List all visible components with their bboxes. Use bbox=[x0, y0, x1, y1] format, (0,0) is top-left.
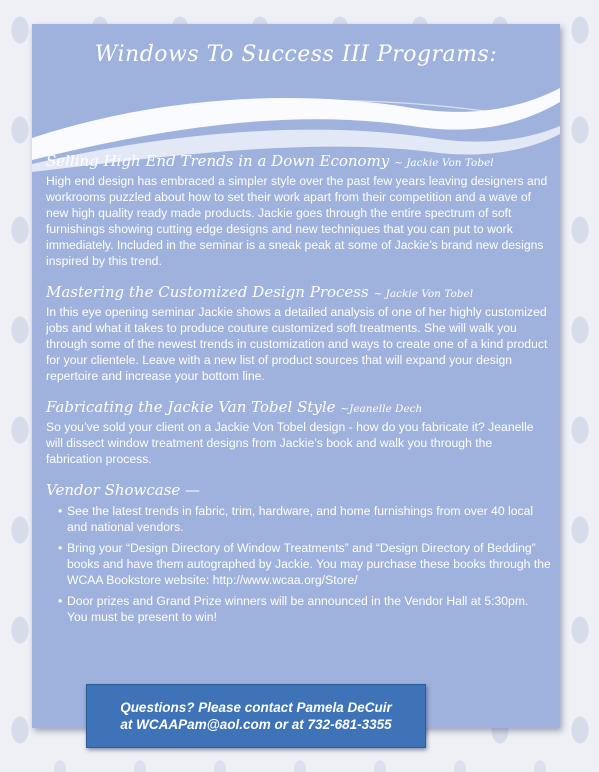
program-byline: ~ Jackie Von Tobel bbox=[394, 157, 494, 169]
content-panel bbox=[32, 24, 560, 728]
program-byline: ~ Jackie Von Tobel bbox=[373, 288, 474, 300]
program-description: High end design has embraced a simpler style over the past few years leaving designers and workrooms puzzled about how to set their work apart from their competition and a wave of new high quality ready made products. Jackie goes through the entire spectrum of soft furnishings showing cutting edge designs and new techniques that you can put to work immediately. Included in the seminar is a sneak peak at some of Jackie’s brand new designs inspired by this trend. bbox=[46, 174, 548, 268]
program-description: So you’ve sold your client on a Jackie Von Tobel design - how do you fabricate it? Jeanelle will dissect window treatment designs from Jackie’s book and walk you through the fabrication process. bbox=[46, 420, 534, 466]
bullet-icon: • bbox=[58, 541, 63, 555]
contact-line-2: at WCAAPam@aol.com or at 732-681-3355 bbox=[120, 717, 392, 732]
program-content bbox=[46, 152, 551, 639]
program-section-1 bbox=[46, 152, 551, 269]
contact-box bbox=[86, 684, 426, 748]
program-title-text: Selling High End Trends in a Down Economy bbox=[46, 152, 390, 170]
program-title-text: Fabricating the Jackie Van Tobel Style bbox=[46, 398, 336, 416]
program-title bbox=[46, 398, 551, 418]
list-item bbox=[58, 593, 551, 625]
program-title-text: Mastering the Customized Design Process bbox=[46, 283, 369, 301]
list-item-text: Bring your “Design Directory of Window Treatments” and “Design Directory of Bedding” books and have them autographed by Jackie. You may purchase these books through the WCAA Bookstore website: http://www.wcaa.org/Store/ bbox=[67, 541, 551, 587]
list-item-text: See the latest trends in fabric, trim, hardware, and home furnishings from over 40 local and national vendors. bbox=[67, 504, 534, 534]
program-description: In this eye opening seminar Jackie shows a detailed analysis of one of her highly customized jobs and what it takes to produce couture customized soft treatments. She will walk you through some of the newest trends in customization and ways to create one of a kind product for your clientele. Leave with a new list of product sources that will expand your design repertoire and increase your bottom line. bbox=[46, 305, 548, 383]
program-title bbox=[46, 152, 551, 172]
vendor-showcase-title: Vendor Showcase — bbox=[46, 481, 201, 499]
list-item-text: Door prizes and Grand Prize winners will be announced in the Vendor Hall at 5:30pm. You must be present to win! bbox=[67, 594, 529, 624]
vendor-bullet-list bbox=[46, 503, 551, 625]
page-title: Windows To Success III Programs: bbox=[94, 42, 498, 67]
program-section-3 bbox=[46, 398, 551, 467]
program-section-2 bbox=[46, 283, 551, 384]
bullet-icon: • bbox=[58, 594, 63, 608]
program-byline: ~Jeanelle Dech bbox=[340, 403, 423, 415]
list-item bbox=[58, 503, 551, 535]
bullet-icon: • bbox=[58, 504, 63, 518]
vendor-showcase-section bbox=[46, 481, 551, 625]
program-title bbox=[46, 283, 551, 303]
contact-line-1: Questions? Please contact Pamela DeCuir bbox=[120, 700, 392, 715]
list-item bbox=[58, 540, 551, 588]
